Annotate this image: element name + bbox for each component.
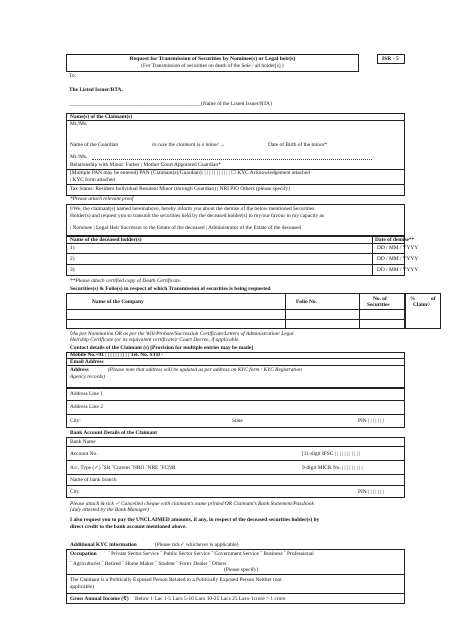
divider [66, 574, 405, 575]
declaration-text-1: I/We, the claimant(s) named hereinabove, hereby inform you about the demise of the below mentioned Securities [70, 206, 315, 212]
divider [66, 319, 405, 320]
bank-name-field[interactable]: Bank Name [70, 439, 96, 445]
occupation-label: Occupation [70, 551, 97, 557]
cheque-instruction-1: Please attach & tick ✓ Cancelled cheque with claimant’s name printed OR Claimant’s Bank Statement/Passbook [70, 501, 314, 507]
contact-heading: Contact details of the Claimant (s) [Provision for multiple entries may be made] [70, 345, 254, 351]
rta-label: The Listed Issuer/RTA, [69, 87, 123, 93]
capacity-options[interactable]: | Nominee | Legal Heir Successor to the Estate of the deceased | Administrator of the Estate of the deceased [70, 225, 302, 231]
claimant-name-2[interactable]: Mr./Ms. [70, 154, 88, 160]
col-folio: Folio No. [296, 299, 317, 305]
proof-note: *Please attach relevant proof [70, 196, 134, 202]
account-type-options[interactable]: A/c. Type (✓) ˆSB ˆCurrent ˆNRO ˆNRE ˆFCNR [70, 465, 176, 471]
mobile-field[interactable]: Mobile No.+91 | | | | | | | | | | Tel. No. STD - [70, 352, 164, 358]
pin-field[interactable]: PIN | | | | | | | [358, 418, 384, 424]
divider [66, 243, 405, 244]
occupation-options-2[interactable]: ˆ Agriculturist ˆ Retired ˆ Home Maker ˆ Student ˆ Forex Dealer ˆ Others [70, 561, 227, 567]
divider [66, 400, 405, 401]
col-claim: Claim◊ [413, 302, 430, 308]
branch-field[interactable]: Name of bank branch [70, 477, 117, 483]
divider [66, 253, 405, 254]
kyc-heading-note: (Please tick✓ whichever is applicable) [155, 542, 239, 548]
deceased-row-1[interactable]: 1) [70, 245, 75, 251]
securities-table-right [359, 293, 441, 329]
pep-options-2: applicable) [70, 584, 94, 590]
securities-note-1: ◊As per Nomination OR as per the Will/Probate/Succession Certificate/Letters of Administration/ Legal [70, 331, 294, 337]
divider [66, 474, 405, 475]
income-label: Gross Annual Income (₹) [70, 596, 129, 602]
email-field[interactable]: Email Address [70, 359, 104, 365]
relationship-with-minor[interactable]: Relationship with Minor: Father | Mother Court Appointed Guardian* [70, 162, 221, 168]
address-note-2: Agency records) [70, 374, 106, 380]
death-certificate-note: **Please attach certified copy of Death Certificate. [70, 278, 182, 284]
deceased-row-2[interactable]: 2) [70, 256, 75, 262]
demise-date-2[interactable]: DD / MM / YYYY [377, 256, 419, 262]
securities-heading: Securities(s) & Folio(s) in respect of which Transmission of securities is being requested [70, 286, 271, 292]
occupation-specify: (Please specify) [224, 567, 259, 573]
kyc-form-attached-checkbox[interactable]: | KYC form attached [70, 177, 115, 183]
divider [66, 414, 405, 415]
divider [66, 358, 405, 359]
kyc-heading: Additional KYC information [70, 542, 137, 548]
micr-field[interactable]: 9-digit MICR No. | | | | | | | | | [302, 465, 363, 471]
account-no-field[interactable]: Account No. [70, 451, 98, 457]
date-of-demise-heading: Date of demise** [375, 237, 415, 243]
guardian-label: Name of the Guardian [70, 142, 119, 148]
divider [66, 184, 405, 185]
unclaimed-request-1: I also request you to pay the UNCLAIMED amounts, if any, in respect of the deceased securities holder(s) by [70, 517, 320, 523]
divider [66, 264, 405, 265]
divider [66, 593, 405, 594]
deceased-row-3[interactable]: 3) [70, 267, 75, 273]
occupation-options-1[interactable]: ˆ Private Sector Service ˆ Public Sector Service ˆ Government Service ˆ Business ˆ Professional [108, 551, 314, 557]
securities-note-2: Heirship Certificate (or its equivalent certificate)/ Court Decree, if applicable. [70, 337, 240, 343]
deceased-name-heading: Name of the deceased holder(s) [70, 237, 142, 243]
issuer-name-line[interactable]: _________________________________________________(Name of the Listed Issuer/RTA) [69, 101, 272, 107]
divider [66, 365, 405, 366]
declaration-text-2: Holder(s) and request you to transmit the securities held by the deceased holder(s) to my/our favour in my capacity as [70, 213, 325, 219]
city-field[interactable]: City: [70, 418, 81, 424]
bank-city-field[interactable]: City [70, 489, 80, 495]
divider [66, 485, 405, 486]
bank-heading: Bank Account Details of the Claimant [70, 430, 157, 436]
address-note-1: (Please note that address will be updated as per address on KYC form / KYC Registration [108, 367, 302, 373]
unclaimed-request-2: direct credit to the bank account mentioned above. [70, 524, 187, 530]
tax-status-options[interactable]: Tax Status: Resident Individual Resident Minor (through Guardian) | NRI PIO Others (please specify) [70, 186, 291, 192]
state-field[interactable]: State [232, 418, 243, 424]
col-company: Name of the Company [92, 299, 144, 305]
cheque-instruction-2: (duly attested by the Bank Manager) [70, 507, 149, 513]
divider [66, 446, 405, 447]
col-no-of: No. of [373, 296, 387, 302]
divider [66, 460, 405, 461]
guardian-name-line [92, 159, 372, 160]
col-pct-of: of [431, 296, 436, 302]
divider [372, 236, 373, 276]
bank-pin-field[interactable]: PIN | | | | | | | [358, 489, 384, 495]
guardian-note: in case the claimant is a minor → [152, 142, 226, 148]
col-securities: Securities [367, 302, 390, 308]
col-pct: % [410, 296, 416, 302]
address-line-2[interactable]: Address Line 2 [70, 404, 103, 410]
income-options[interactable]: Below 1 Lac 1-5 Lacs 5-10 Lacs 10-25 Lacs 25 Lacs-1crore > 1 crore [135, 596, 286, 602]
to-label: To: [69, 73, 77, 79]
address-line-1[interactable]: Address Line 1 [70, 391, 103, 397]
ifsc-field[interactable]: [11-digit IFSC | | | | | | | | | | | [302, 451, 361, 457]
demise-date-1[interactable]: DD / MM / YYYY [377, 245, 419, 251]
claimant-heading: Name(s) of the Claimant(s) [70, 114, 133, 120]
demise-date-3[interactable]: DD / MM / YYYY [377, 267, 419, 273]
divider [66, 309, 405, 310]
pan-field[interactable]: [Multiple PAN may be entered] PAN (Claimant(s)/Guardian): | | | | | | | | | | | ☐ KYC Acknowledgement attached [70, 170, 310, 176]
pep-options[interactable]: The Claimant is a Politically Exposed Person Related to a Politically Exposed Person Neither (not [70, 577, 282, 583]
divider [66, 120, 405, 121]
dob-minor-label: Date of Birth of the minor* [268, 142, 328, 148]
divider [285, 293, 286, 329]
claimant-name-1[interactable]: Mr./Ms. [70, 121, 88, 127]
form-subtitle: (For Transmission of securities on death of the Sole / all holder[s] ) [141, 63, 284, 69]
form-code: ISR - 5 [382, 56, 399, 62]
form-title: Request for Transmission of Securities by Nominee(s) or Legal heir(s) [129, 56, 296, 62]
address-label: Address [70, 367, 89, 373]
